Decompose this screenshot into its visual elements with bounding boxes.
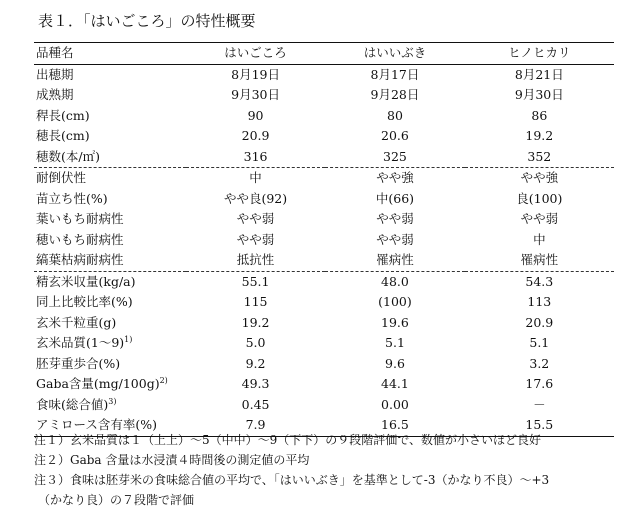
value-cell: 9月30日 — [514, 87, 564, 102]
value-cell: 3.2 — [529, 355, 550, 371]
row-label: 食味(総合値) — [36, 396, 109, 412]
value-cell: 352 — [527, 148, 552, 164]
value-cell: やや弱 — [376, 231, 414, 247]
value-cell: 罹病性 — [376, 252, 414, 267]
row-label: 葉いもち耐病性 — [36, 211, 124, 226]
value-cell: 20.9 — [241, 128, 270, 143]
row-label: Gaba含量(mg/100g) — [36, 376, 160, 391]
value-cell: 115 — [243, 294, 268, 309]
value-cell: 5.1 — [385, 335, 405, 350]
value-cell: 7.9 — [186, 415, 325, 436]
value-cell: 5.1 — [529, 335, 550, 350]
value-cell: やや弱 — [376, 211, 414, 226]
row-label: 出穂期 — [36, 66, 74, 82]
value-cell: 9月28日 — [370, 87, 420, 102]
footnotes — [34, 430, 634, 510]
footnote: 注３）食味は胚芽米の食味総合値の平均で、「はいいぶき」を基準として-3（かなり不良）～+3 — [34, 473, 550, 487]
header-cell: はいいぶき — [325, 43, 464, 65]
value-cell: やや弱 — [520, 211, 559, 226]
value-cell: 19.2 — [525, 128, 554, 143]
value-cell: 55.1 — [186, 271, 325, 292]
table-row — [34, 126, 614, 147]
table-row — [34, 209, 614, 230]
row-label-cell — [34, 230, 186, 251]
footnote: 注２）Gaba 含量は水浸漬４時間後の測定値の平均 — [34, 453, 310, 467]
table-row — [34, 292, 614, 313]
row-label-cell — [34, 271, 186, 292]
value-cell: 325 — [383, 148, 407, 164]
value-cell: やや強 — [465, 168, 614, 189]
row-label: 稈長(cm) — [36, 107, 90, 123]
table-row — [34, 354, 614, 375]
table-row — [34, 106, 614, 127]
value-cell: 113 — [527, 294, 552, 309]
value-cell: 8月21日 — [514, 66, 564, 82]
value-cell: 17.6 — [525, 376, 554, 391]
header-cell: はいごころ — [186, 43, 325, 65]
table-row — [34, 395, 614, 416]
value-cell: 中 — [533, 231, 546, 247]
row-label-cell — [34, 292, 186, 313]
value-cell: 54.3 — [465, 271, 614, 292]
value-cell: 15.5 — [465, 415, 614, 436]
header-cell: 品種名 — [34, 43, 186, 65]
value-cell: 80 — [387, 107, 403, 123]
value-cell: 8月19日 — [231, 66, 280, 82]
row-label: 穂数(本/㎡) — [36, 148, 100, 164]
footnote-marker: 1) — [124, 334, 133, 344]
value-cell: 罹病性 — [520, 252, 559, 267]
value-cell: 49.3 — [241, 376, 270, 391]
table-row — [34, 374, 614, 395]
value-cell: 16.5 — [325, 415, 464, 436]
value-cell: 20.6 — [381, 128, 409, 143]
value-cell: 316 — [243, 148, 268, 164]
table-row — [34, 271, 614, 292]
value-cell: (100) — [378, 294, 412, 309]
row-label-cell — [34, 189, 186, 210]
table-row — [34, 313, 614, 334]
value-cell: 48.0 — [325, 271, 464, 292]
value-cell: やや弱 — [236, 211, 275, 226]
header-cell: ヒノヒカリ — [465, 43, 614, 65]
footnote-marker: 2) — [159, 375, 168, 385]
value-cell: 抵抗性 — [236, 252, 275, 267]
value-cell: やや強 — [325, 168, 464, 189]
value-cell: やや弱 — [236, 231, 275, 247]
row-label-cell — [34, 126, 186, 147]
row-label: 胚芽重歩合(%) — [36, 355, 121, 371]
row-label-cell — [34, 64, 186, 85]
value-cell: 9.6 — [385, 355, 405, 371]
value-cell: 中(66) — [375, 190, 415, 206]
row-label: 玄米品質(1～9) — [36, 335, 125, 350]
table-row — [34, 64, 614, 85]
value-cell: － — [533, 396, 546, 412]
row-label: 穂いもち耐病性 — [36, 231, 124, 247]
value-cell: 9月30日 — [231, 87, 280, 102]
table-row — [34, 333, 614, 354]
value-cell: 9.2 — [245, 355, 266, 371]
row-label: 精玄米収量(kg/a) — [36, 273, 136, 289]
value-cell: 良(100) — [516, 190, 563, 206]
row-label: 玄米千粒重(g) — [36, 314, 117, 330]
table-header-row — [34, 43, 614, 65]
row-label-cell — [34, 85, 186, 106]
value-cell: 86 — [531, 107, 548, 123]
value-cell: 8月17日 — [370, 66, 420, 82]
row-label-cell — [34, 395, 186, 416]
table-row — [34, 250, 614, 271]
row-label-cell — [34, 333, 186, 354]
row-label-cell — [34, 374, 186, 395]
footnote: 注１）玄米品質は１（上上）～5（中中）～9（下下）の９段階評価で、数値が小さいほど良好 — [34, 433, 542, 447]
row-label: 苗立ち性(%) — [36, 190, 108, 206]
row-label: アミロース含有率(%) — [36, 417, 158, 432]
value-cell: 19.6 — [381, 314, 409, 330]
footnote-marker: 3) — [108, 396, 117, 406]
value-cell: 0.00 — [381, 396, 409, 412]
footnote: （かなり良）の７段階で評価 — [38, 493, 195, 507]
row-label: 縞葉枯病耐病性 — [36, 252, 124, 267]
row-label: 穂長(cm) — [36, 128, 90, 143]
row-label-cell — [34, 250, 186, 271]
value-cell: やや良(92) — [223, 190, 288, 206]
row-label: 同上比較比率(%) — [36, 294, 133, 309]
row-label-cell — [34, 106, 186, 127]
row-label-cell — [34, 168, 186, 189]
row-label-cell — [34, 209, 186, 230]
row-label: 耐倒伏性 — [36, 170, 87, 185]
row-label-cell — [34, 147, 186, 168]
table-row — [34, 230, 614, 251]
value-cell: 0.45 — [241, 396, 270, 412]
value-cell: 中 — [186, 168, 325, 189]
table-row — [34, 147, 614, 168]
table-row — [34, 85, 614, 106]
value-cell: 90 — [247, 107, 264, 123]
row-label-cell — [34, 354, 186, 375]
characteristics-table — [34, 42, 614, 437]
value-cell: 19.2 — [241, 314, 270, 330]
value-cell: 20.9 — [525, 314, 554, 330]
value-cell: 44.1 — [381, 376, 409, 391]
row-label: 成熟期 — [36, 87, 74, 102]
value-cell: 5.0 — [245, 335, 266, 350]
table-row — [34, 168, 614, 189]
row-label-cell — [34, 313, 186, 334]
table-row — [34, 189, 614, 210]
table-title: 表１．「はいごころ」の特性概要 — [38, 12, 256, 30]
